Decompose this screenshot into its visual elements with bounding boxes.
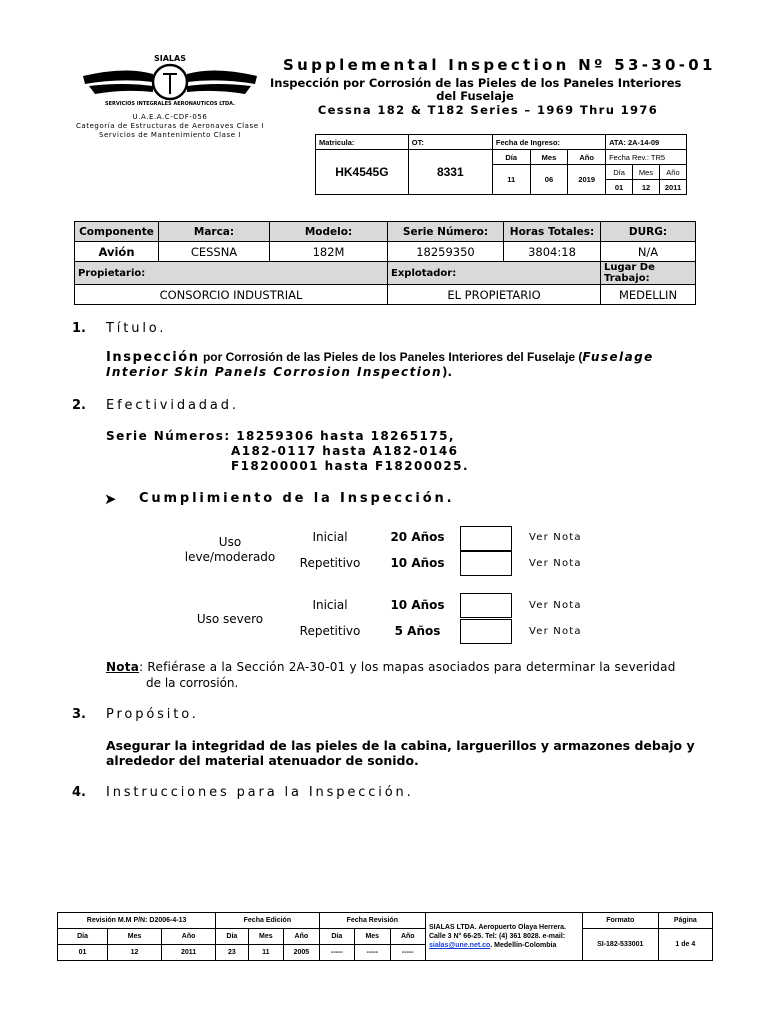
footer-pagina-label: Página	[658, 913, 712, 929]
footer-r-mes: 12	[108, 945, 162, 961]
arrow-bullet-icon: ➤	[104, 490, 117, 508]
matricula-label: Matricula:	[316, 135, 409, 150]
subtitle-line3: Cessna 182 & T182 Series – 1969 Thru 1976	[317, 103, 659, 117]
footer-r-mes-label: Mes	[108, 929, 162, 945]
leve-repetitivo-nota: Ver Nota	[529, 558, 582, 569]
leve-inicial-box	[460, 526, 512, 551]
severo-repetitivo-box	[460, 619, 512, 644]
footer-v-mes-label: Mes	[355, 929, 390, 945]
durg-value: N/A	[601, 242, 696, 262]
col-horas: Horas Totales:	[504, 222, 601, 242]
col-modelo: Modelo:	[270, 222, 388, 242]
rev-mes-label: Mes	[633, 165, 660, 180]
explotador-value: EL PROPIETARIO	[388, 285, 601, 305]
nota-text-1: : Refiérase a la Sección 2A-30-01 y los mapas asociados para determinar la severidad	[139, 660, 676, 674]
propietario-value: CONSORCIO INDUSTRIAL	[75, 285, 388, 305]
subtitle-line2: del Fuselaje	[436, 89, 514, 103]
rev-mes: 12	[633, 180, 660, 195]
footer-v-mes: -----	[355, 945, 390, 961]
componente-value: Avión	[75, 242, 159, 262]
severo-inicial-nota: Ver Nota	[529, 600, 582, 611]
section-2-number: 2.	[72, 398, 86, 413]
footer-v-dia: -----	[319, 945, 354, 961]
col-marca: Marca:	[159, 222, 270, 242]
logo-line1: U.A.E.A.C-CDF-056	[132, 113, 208, 121]
footer-v-dia-label: Día	[319, 929, 354, 945]
footer-v-ano-label: Año	[390, 929, 425, 945]
footer-e-mes: 11	[248, 945, 283, 961]
footer-fecha-edicion: Fecha Edición	[216, 913, 320, 929]
cumplimiento-title: Cumplimiento de la Inspección.	[139, 491, 455, 506]
footer-pagina: 1 de 4	[658, 929, 712, 961]
section-2-title: Efectividadad.	[106, 398, 239, 413]
serie-value: 18259350	[388, 242, 504, 262]
leve-inicial-value: 20 Años	[390, 530, 445, 544]
section-3-text-1: Asegurar la integridad de las pieles de la cabina, larguerillos y armazones debajo y	[106, 738, 695, 753]
severo-repetitivo-value: 5 Años	[394, 624, 441, 638]
modelo-value: 182M	[270, 242, 388, 262]
rev-dia-label: Día	[606, 165, 633, 180]
section-1-number: 1.	[72, 321, 86, 336]
ingreso-ano-label: Año	[568, 150, 606, 165]
rev-dia: 01	[606, 180, 633, 195]
footer-fecha-revision: Fecha Revisión	[319, 913, 425, 929]
section-3-title: Propósito.	[106, 707, 199, 722]
section-4-title: Instrucciones para la Inspección.	[106, 785, 414, 800]
leve-inicial-label: Inicial	[312, 530, 348, 544]
col-componente: Componente	[75, 222, 159, 242]
propietario-label: Propietario:	[75, 262, 388, 285]
leve-repetitivo-label: Repetitivo	[299, 556, 361, 570]
footer-r-dia: 01	[58, 945, 108, 961]
serie-line-3: F18200001 hasta F18200025.	[231, 459, 469, 473]
footer-e-mes-label: Mes	[248, 929, 283, 945]
footer-company-end: . Medellín-Colombia	[490, 942, 557, 949]
footer-formato: SI-182-533001	[582, 929, 658, 961]
severo-repetitivo-nota: Ver Nota	[529, 626, 582, 637]
severo-inicial-value: 10 Años	[390, 598, 445, 612]
footer-email-link[interactable]: sialas@une.net.co	[428, 942, 491, 949]
nota-text-2: de la corrosión.	[146, 676, 239, 690]
ingreso-ano: 2019	[568, 165, 606, 195]
logo-line2: Categoría de Estructuras de Aeronaves Clase I	[75, 122, 265, 130]
uso-leve-line2: leve/moderado	[184, 550, 276, 564]
footer-r-ano-label: Año	[162, 929, 216, 945]
footer-e-dia-label: Día	[216, 929, 248, 945]
lugar-label: Lugar De Trabajo:	[601, 262, 696, 285]
footer-formato-label: Formato	[582, 913, 658, 929]
ingreso-mes-label: Mes	[530, 150, 568, 165]
footer-e-dia: 23	[216, 945, 248, 961]
nota-label: Nota	[106, 660, 140, 674]
logo-brand: SIALAS	[154, 54, 186, 63]
serie-line-1: Serie Números: 18259306 hasta 18265175,	[106, 429, 455, 443]
uso-severo-label: Uso severo	[196, 612, 264, 626]
leve-inicial-nota: Ver Nota	[529, 532, 582, 543]
footer-e-ano-label: Año	[284, 929, 320, 945]
section-1-title: Título.	[106, 321, 167, 336]
footer-company-text: SIALAS LTDA. Aeropuerto Olaya Herrera. Calle 3 N° 66-25. Tel: (4) 361 8028. e-mail:	[428, 924, 566, 940]
rev-ano: 2011	[659, 180, 686, 195]
logo-line3: Servicios de Mantenimiento Clase I	[98, 131, 241, 139]
ingreso-dia-label: Día	[492, 150, 530, 165]
col-serie: Serie Número:	[388, 222, 504, 242]
severo-inicial-label: Inicial	[312, 598, 348, 612]
footer-v-ano: -----	[390, 945, 425, 961]
section-3-number: 3.	[72, 707, 86, 722]
section-4-number: 4.	[72, 785, 86, 800]
section-1-italic: Fuselage Interior Skin Panels Corrosion Inspection	[106, 350, 654, 379]
explotador-label: Explotador:	[388, 262, 601, 285]
footer-table	[57, 912, 713, 961]
section-1-text	[106, 350, 706, 380]
ingreso-mes: 06	[530, 165, 568, 195]
leve-repetitivo-box	[460, 551, 512, 576]
severo-inicial-box	[460, 593, 512, 618]
footer-r-ano: 2011	[162, 945, 216, 961]
footer-company	[425, 913, 582, 961]
uso-leve-line1: Uso	[218, 535, 242, 549]
section-1-end: ).	[441, 365, 453, 379]
leve-repetitivo-value: 10 Años	[390, 556, 445, 570]
col-durg: DURG:	[601, 222, 696, 242]
horas-value: 3804:18	[504, 242, 601, 262]
section-1-body: por Corrosión de las Pieles de los Paneles Interiores del Fuselaje (	[199, 350, 583, 364]
subtitle-line1: Inspección por Corrosión de las Pieles de los Paneles Interiores	[270, 76, 682, 90]
ata-code: ATA: 2A-14-09	[606, 135, 687, 150]
ingreso-dia: 11	[492, 165, 530, 195]
footer-r-dia-label: Día	[58, 929, 108, 945]
document-title: Supplemental Inspection Nº 53-30-01	[283, 56, 716, 74]
ot-label: OT:	[408, 135, 492, 150]
ingreso-label: Fecha de Ingreso:	[492, 135, 605, 150]
matricula-value: HK4545G	[316, 150, 409, 195]
marca-value: CESSNA	[159, 242, 270, 262]
nota	[106, 660, 706, 675]
fecha-rev: Fecha Rev.: TR5	[606, 150, 687, 165]
uso-leve-label	[180, 535, 280, 565]
section-3-text-2: alrededor del material atenuador de sonido.	[106, 753, 419, 768]
logo-company: SERVICIOS INTEGRALES AERONAUTICOS LTDA.	[104, 101, 236, 107]
ot-value: 8331	[408, 150, 492, 195]
component-table	[74, 221, 696, 305]
serie-line-2: A182-0117 hasta A182-0146	[231, 444, 459, 458]
footer-e-ano: 2005	[284, 945, 320, 961]
footer-revision-label: Revisión M.M P/N: D2006-4-13	[58, 913, 216, 929]
inspection-info-table	[315, 134, 687, 195]
section-1-word: Inspección	[106, 350, 200, 365]
lugar-value: MEDELLIN	[601, 285, 696, 305]
rev-ano-label: Año	[659, 165, 686, 180]
severo-repetitivo-label: Repetitivo	[299, 624, 361, 638]
